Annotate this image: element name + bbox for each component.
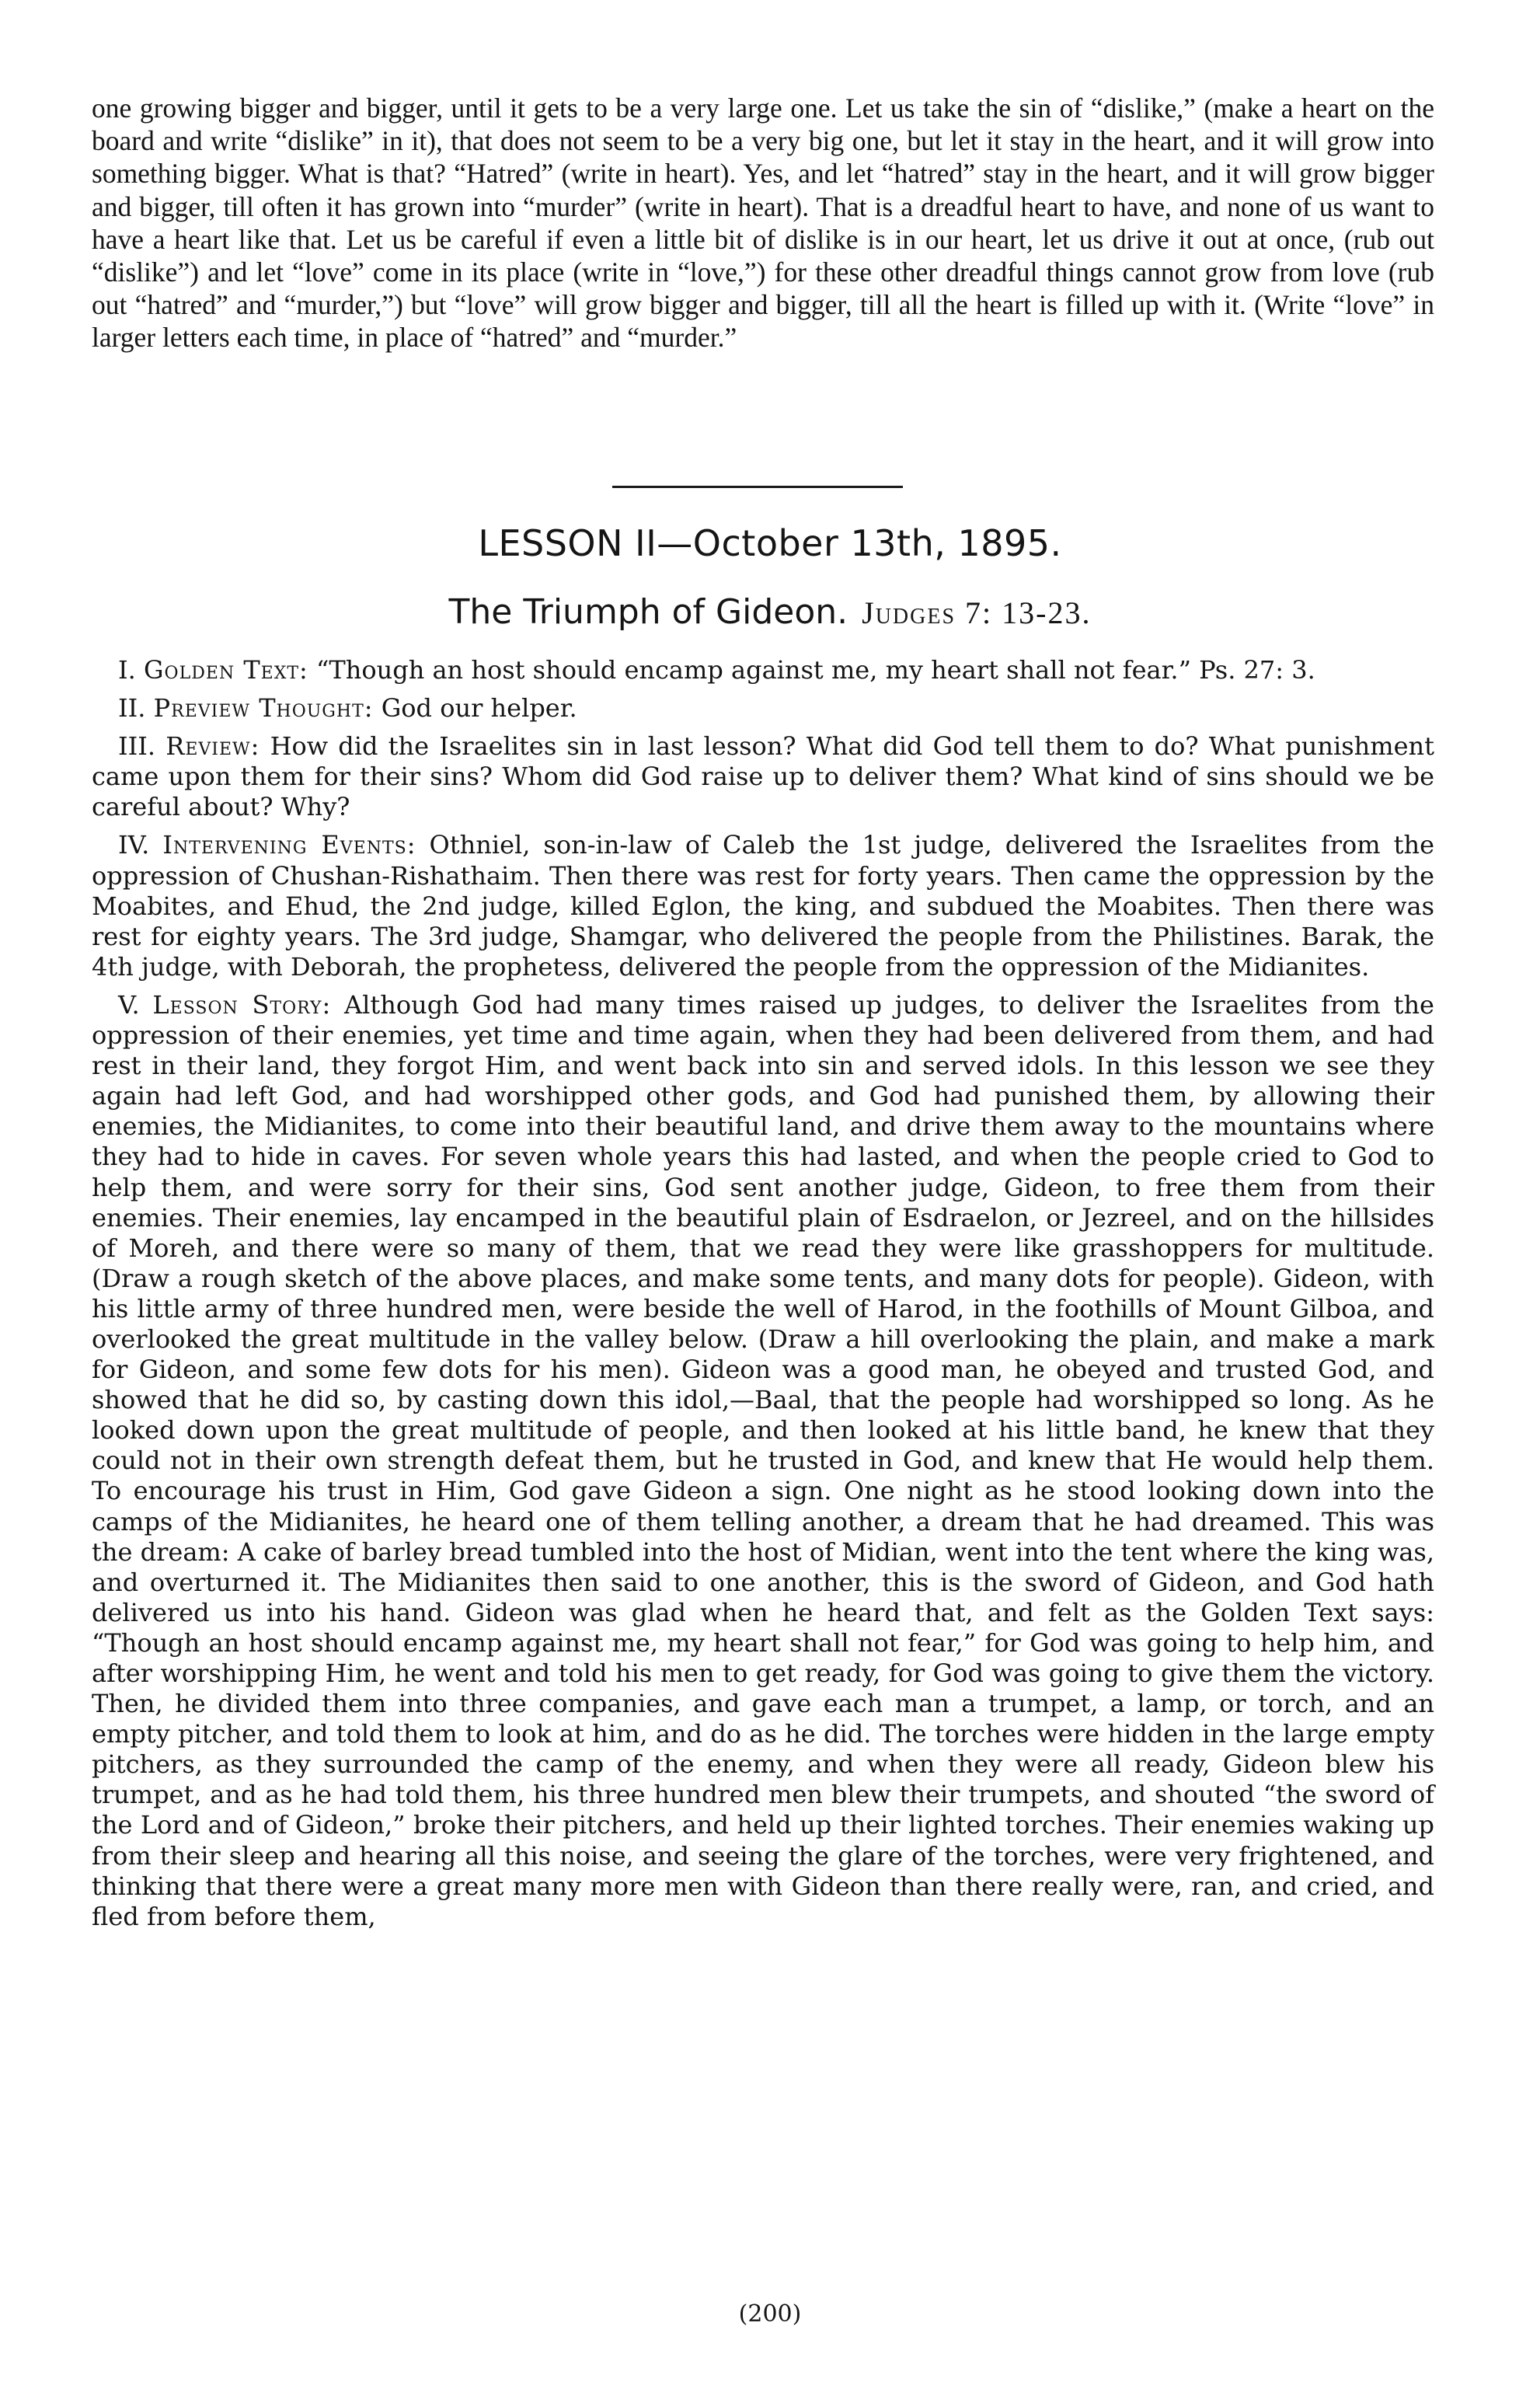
section-label: Intervening Events: [162, 830, 416, 860]
lesson-title: LESSON II—October 13th, 1895. [478, 522, 1062, 564]
page-number: (200) [738, 2300, 802, 2328]
section-number: IV. [118, 830, 150, 860]
lesson-subtitle-line [0, 592, 1540, 632]
section-text: “Though an host should encamp against me, my heart shall not fear.” Ps. 27: 3. [316, 655, 1315, 685]
section-review [92, 731, 1434, 822]
section-label: Golden Text: [143, 655, 308, 685]
section-label: Review: [165, 731, 260, 762]
section-text: Although God had many times raised up judges, to deliver the Israelites from the oppression of their enemies, yet time and time again, when they had been delivered from them, and had rest in their land, they forgot Him, and went back into sin and served idols. In this lesson we see they again had left God, and had worshipped other gods, and God had punished them, by allowing their enemies, the Midianites, to come into their beautiful land, and drive them away to the mountains where they had to hide in caves. For seven whole years this had lasted, and when the people cried to God to help them, and were sorry for their sins, God sent another judge, Gideon, to free them from their enemies. Their enemies, lay encamped in the beautiful plain of Esdraelon, or Jezreel, and on the hillsides of Moreh, and there were so many of them, that we read they were like grasshoppers for multitude. (Draw a rough sketch of the above places, and make some tents, and many dots for people). Gideon, with his little army of three hundred men, were beside the well of Harod, in the foothills of Mount Gilboa, and overlooked the great multitude in the valley below. (Draw a hill overlooking the plain, and make a mark for Gideon, and some few dots for his men). Gideon was a good man, he obeyed and trusted God, and showed that he did so, by casting down this idol,—Baal, that the people had worshipped so long. As he looked down upon the great multitude of people, and then looked at his little band, he knew that they could not in their own strength defeat them, but he trusted in God, and knew that He would help them. To encourage his trust in Him, God gave Gideon a sign. One night as he stood looking down into the camps of the Midianites, he heard one of them telling another, a dream that he had dreamed. This was the dream: A cake of barley bread tumbled into the host of Midian, went into the tent where the king was, and overturned it. The Midianites then said to one another, this is the sword of Gideon, and God hath delivered us into his hand. Gideon was glad when he heard that, and felt as the Golden Text says: “Though an host should encamp against me, my heart shall not fear,” for God was going to help him, and after worshipping Him, he went and told his men to get ready, for God was going to give them the victory. Then, he divided them into three companies, and gave each man a trumpet, a lamp, or torch, and an empty pitcher, and told them to look at him, and do as he did. The torches were hidden in the large empty pitchers, as they surrounded the camp of the enemy, and when they were all ready, Gideon blew his trumpet, and as he had told them, his three hundred men blew their trumpets, and shouted “the sword of the Lord and of Gideon,” broke their pitchers, and held up their lighted torches. Their enemies waking up from their sleep and hearing all this noise, and seeing the glare of the torches, were very frightened, and thinking that there were a great many more men with Gideon than there really were, ran, and cried, and fled from before them, [92, 989, 1434, 1931]
lesson-subtitle: The Triumph of Gideon. [448, 592, 848, 632]
section-number: II. [118, 693, 146, 724]
section-text: How did the Israelites sin in last lesson? What did God tell them to do? What punishment came upon them for their sins? Whom did God raise up to deliver them? What kind of sins should we be careful about? Why? [92, 731, 1435, 822]
section-number: V. [118, 989, 140, 1020]
intro-text: one growing bigger and bigger, until it gets to be a very large one. Let us take the sin of “dislike,” (make a heart on the board and write “dislike” in it), that does not seem to be a very big one, but let it stay in the heart, and it will grow into something bigger. What is that? “Hatred” (write in heart). Yes, and let “hatred” stay in the heart, and it will grow bigger and bigger, till often it has grown into “murder” (write in heart). That is a dreadful heart to have, and none of us want to have a heart like that. Let us be careful if even a little bit of dislike is in our heart, let us drive it out at once, (rub out “dislike”) and let “love” come in its place (write in “love,”) for these other dreadful things cannot grow from love (rub out “hatred” and “murder,”) but “love” will grow bigger and bigger, till all the heart is filled up with it. (Write “love” in larger letters each time, in place of “hatred” and “murder.” [92, 92, 1434, 354]
section-number: I. [118, 655, 136, 685]
section-golden-text [92, 655, 1434, 685]
section-preview-thought [92, 693, 1434, 724]
section-number: III. [118, 731, 156, 762]
scripture-reference: Judges 7: 13-23. [862, 595, 1092, 630]
intro-paragraph [92, 92, 1434, 354]
section-intervening-events [92, 830, 1434, 982]
section-label: Lesson Story: [152, 989, 332, 1020]
section-label: Preview Thought: [153, 693, 374, 724]
section-text: Othniel, son-in-law of Caleb the 1st judge, delivered the Israelites from the oppression of Chushan-Rishathaim. Then there was rest for forty years. Then came the oppression by the Moabites, and Ehud, the 2nd judge, killed Eglon, the king, and subdued the Moabites. Then there was rest for eighty years. The 3rd judge, Shamgar, who delivered the people from the Philistines. Barak, the 4th judge, with Deborah, the prophetess, delivered the people from the oppression of the Midianites. [92, 830, 1435, 982]
section-lesson-story [92, 990, 1434, 1932]
section-divider [612, 486, 903, 488]
section-text: God our helper. [381, 693, 577, 724]
lesson-sections [92, 655, 1434, 1932]
